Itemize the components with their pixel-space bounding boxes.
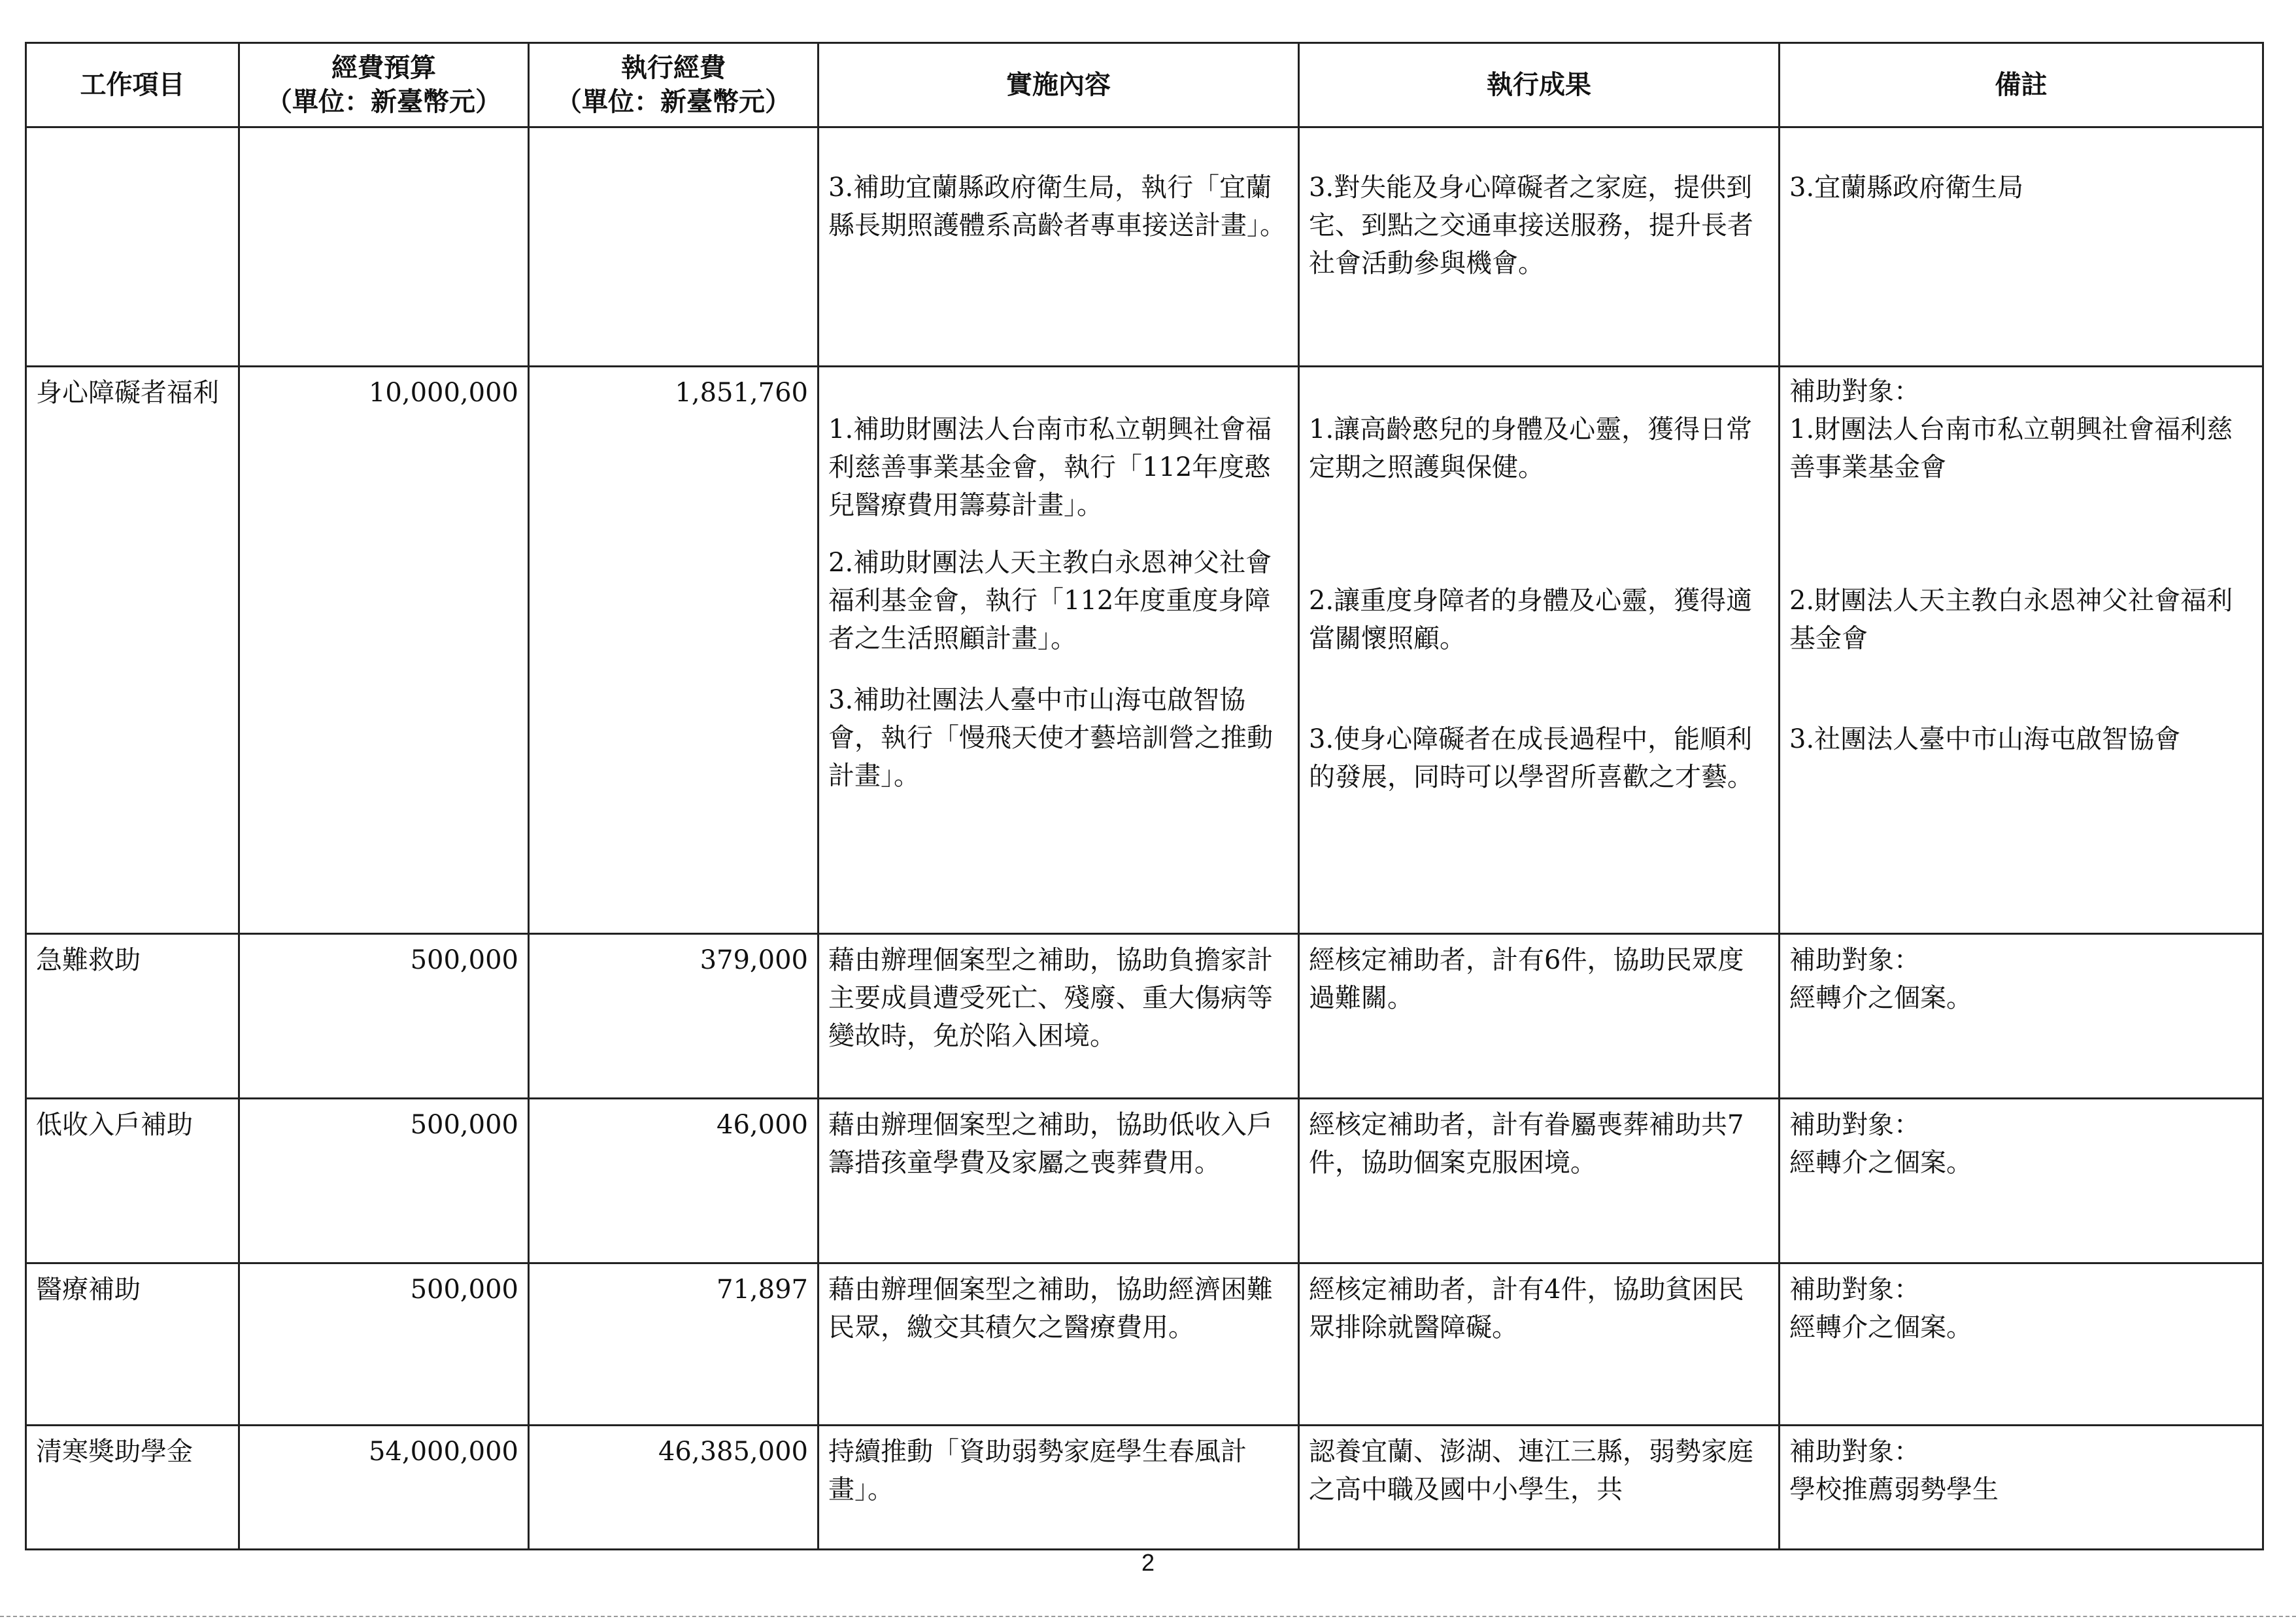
table-row: [26, 1099, 2263, 1263]
header-remark: 備註: [1780, 43, 2263, 127]
page-edge-rule: [0, 1616, 2296, 1617]
cell-result: [1299, 1263, 1780, 1426]
cell-budget: [239, 127, 529, 367]
funding-table: [25, 42, 2264, 1550]
header-executed: 執行經費 （單位：新臺幣元）: [529, 43, 819, 127]
result-entry: 2.讓重度身障者的身體及心靈，獲得適當關懷照顧。: [1309, 586, 1753, 654]
cell-budget: 500,000: [239, 1099, 529, 1263]
cell-item: 急難救助: [26, 934, 239, 1099]
result-entry: 3.使身心障礙者在成長過程中，能順利的發展，同時可以學習所喜歡之才藝。: [1309, 724, 1753, 792]
table-row: [26, 127, 2263, 367]
table-row: [26, 934, 2263, 1099]
header-result: 執行成果: [1299, 43, 1780, 127]
remark-heading: 補助對象：: [1789, 1437, 1920, 1467]
content-entry: 藉由辦理個案型之補助，協助負擔家計主要成員遭受死亡、殘廢、重大傷病等變故時，免於陷入困境。: [828, 945, 1273, 1051]
remark-entry: 經轉介之個案。: [1789, 983, 1972, 1013]
remark-heading: 補助對象：: [1789, 1110, 1920, 1140]
result-entry: 經核定補助者，計有6件，協助民眾度過難關。: [1309, 945, 1744, 1013]
result-entry: 認養宜蘭、澎湖、連江三縣，弱勢家庭之高中職及國中小學生，共: [1309, 1437, 1753, 1505]
cell-executed: 46,385,000: [529, 1426, 819, 1550]
cell-item: [26, 127, 239, 367]
cell-budget: 54,000,000: [239, 1426, 529, 1550]
result-entry: 3.對失能及身心障礙者之家庭，提供到宅、到點之交通車接送服務，提升長者社會活動參與機會。: [1309, 173, 1753, 278]
content-entry: 持續推動「資助弱勢家庭學生春風計畫」。: [828, 1437, 1247, 1505]
remark-entry: 經轉介之個案。: [1789, 1148, 1972, 1178]
cell-budget: 500,000: [239, 934, 529, 1099]
cell-content: [819, 1426, 1299, 1550]
remark-heading: 補助對象：: [1789, 376, 1920, 407]
header-item: 工作項目: [26, 43, 239, 127]
content-entry: 1.補助財團法人台南市私立朝興社會福利慈善事業基金會，執行「112年度憨兒醫療費用籌募計畫」。: [828, 414, 1272, 520]
remark-heading: 補助對象：: [1789, 1275, 1920, 1305]
cell-content: [819, 934, 1299, 1099]
cell-result: [1299, 127, 1780, 367]
remark-entry: 學校推薦弱勢學生: [1789, 1475, 1999, 1505]
cell-item: 身心障礙者福利: [26, 367, 239, 934]
content-entry: 3.補助宜蘭縣政府衛生局，執行「宜蘭縣長期照護體系高齡者專車接送計畫」。: [828, 173, 1286, 241]
cell-content: [819, 1099, 1299, 1263]
table-header-row: [26, 43, 2263, 127]
result-entry: 經核定補助者，計有眷屬喪葬補助共7件，協助個案克服困境。: [1309, 1110, 1744, 1178]
cell-remark: [1780, 367, 2263, 934]
header-content: 實施內容: [819, 43, 1299, 127]
cell-item: 低收入戶補助: [26, 1099, 239, 1263]
cell-content: [819, 367, 1299, 934]
cell-executed: 71,897: [529, 1263, 819, 1426]
table-row: [26, 1426, 2263, 1550]
content-entry: 3.補助社團法人臺中市山海屯啟智協會，執行「慢飛天使才藝培訓營之推動計畫」。: [828, 685, 1273, 791]
result-entry: 經核定補助者，計有4件，協助貧困民眾排除就醫障礙。: [1309, 1275, 1744, 1343]
cell-remark: [1780, 934, 2263, 1099]
remark-entry: 1.財團法人台南市私立朝興社會福利慈善事業基金會: [1789, 414, 2233, 482]
cell-executed: 46,000: [529, 1099, 819, 1263]
cell-content: [819, 1263, 1299, 1426]
cell-result: [1299, 1426, 1780, 1550]
cell-item: 醫療補助: [26, 1263, 239, 1426]
cell-remark: [1780, 127, 2263, 367]
cell-budget: 500,000: [239, 1263, 529, 1426]
remark-entry: 3.社團法人臺中市山海屯啟智協會: [1789, 724, 2181, 754]
cell-executed: [529, 127, 819, 367]
cell-item: 清寒獎助學金: [26, 1426, 239, 1550]
cell-budget: 10,000,000: [239, 367, 529, 934]
cell-remark: [1780, 1099, 2263, 1263]
content-entry: 2.補助財團法人天主教白永恩神父社會福利基金會，執行「112年度重度身障者之生活照顧計畫」。: [828, 548, 1272, 654]
remark-entry: 經轉介之個案。: [1789, 1312, 1972, 1343]
content-entry: 藉由辦理個案型之補助，協助經濟困難民眾，繳交其積欠之醫療費用。: [828, 1275, 1273, 1343]
cell-executed: 379,000: [529, 934, 819, 1099]
content-entry: 藉由辦理個案型之補助，協助低收入戶籌措孩童學費及家屬之喪葬費用。: [828, 1110, 1273, 1178]
cell-result: [1299, 934, 1780, 1099]
result-entry: 1.讓高齡憨兒的身體及心靈，獲得日常定期之照護與保健。: [1309, 414, 1753, 482]
cell-remark: [1780, 1426, 2263, 1550]
page-number: 2: [1141, 1549, 1155, 1576]
remark-entry: 2.財團法人天主教白永恩神父社會福利基金會: [1789, 586, 2233, 654]
remark-heading: 補助對象：: [1789, 945, 1920, 975]
cell-result: [1299, 367, 1780, 934]
header-budget: 經費預算 （單位：新臺幣元）: [239, 43, 529, 127]
table-row: [26, 367, 2263, 934]
table-row: [26, 1263, 2263, 1426]
cell-content: [819, 127, 1299, 367]
cell-remark: [1780, 1263, 2263, 1426]
remark-entry: 3.宜蘭縣政府衛生局: [1789, 173, 2024, 203]
cell-result: [1299, 1099, 1780, 1263]
cell-executed: 1,851,760: [529, 367, 819, 934]
